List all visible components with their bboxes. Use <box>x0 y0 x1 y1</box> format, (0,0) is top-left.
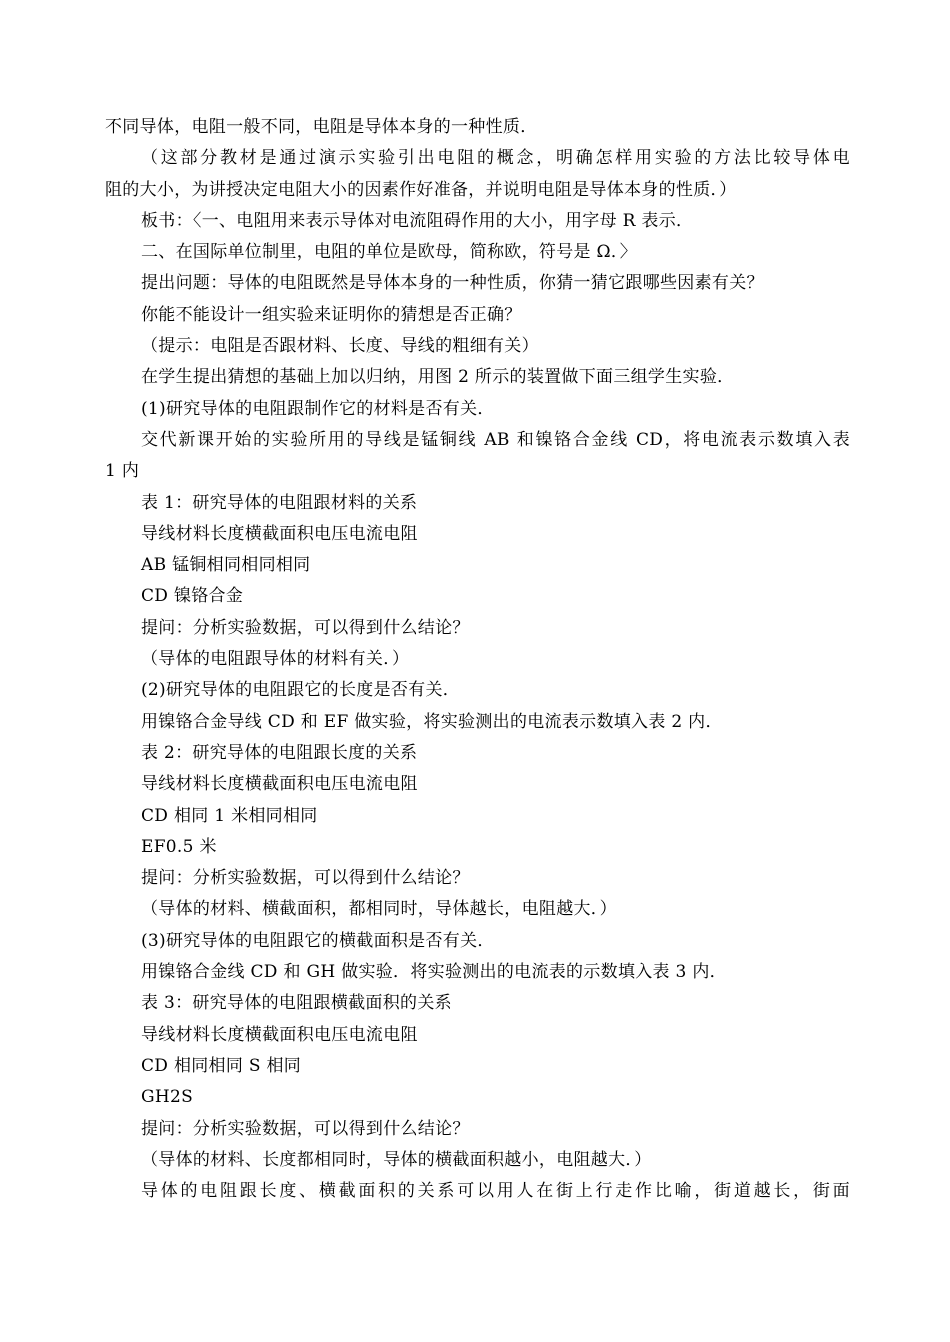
text-line: 提问：分析实验数据，可以得到什么结论？ <box>141 1118 470 1139</box>
text-line: （导体的材料、长度都相同时，导体的横截面积越小，电阻越大．） <box>141 1149 652 1170</box>
text-line: EF0.5 米 <box>141 836 217 857</box>
text-line: (2)研究导体的电阻跟它的长度是否有关． <box>141 680 461 701</box>
text-line: 用镍铬合金线 CD 和 GH 做实验．将实验测出的电流表的示数填入表 3 内． <box>141 962 727 983</box>
text-line: （提示：电阻是否跟材料、长度、导线的粗细有关） <box>141 336 539 357</box>
text-line: 板书：〈一、电阻用来表示导体对电流阻碍作用的大小，用字母 R 表示． <box>141 210 694 231</box>
text-line: （这部分教材是通过演示实验引出电阻的概念，明确怎样用实验的方法比较导体电 <box>141 148 850 169</box>
text-line: 导线材料长度横截面积电压电流电阻 <box>141 1024 418 1045</box>
text-line: 提问：分析实验数据，可以得到什么结论？ <box>141 868 470 889</box>
text-line: GH2S <box>141 1087 194 1108</box>
text-line: （导体的材料、横截面积，都相同时，导体越长，电阻越大．） <box>141 899 617 920</box>
text-line: （导体的电阻跟导体的材料有关．） <box>141 649 410 670</box>
text-line: 1 内 <box>105 461 140 482</box>
text-line: 不同导体，电阻一般不同，电阻是导体本身的一种性质． <box>105 117 538 137</box>
text-line: 导线材料长度横截面积电压电流电阻 <box>141 523 418 544</box>
text-line: CD 镍铬合金 <box>141 586 244 607</box>
text-line: 提出问题：导体的电阻既然是导体本身的一种性质，你猜一猜它跟哪些因素有关？ <box>141 273 764 294</box>
text-line: 阻的大小，为讲授决定电阻大小的因素作好准备，并说明电阻是导体本身的性质．） <box>105 179 737 200</box>
text-line: 导线材料长度横截面积电压电流电阻 <box>141 774 418 795</box>
text-line: 导体的电阻跟长度、横截面积的关系可以用人在街上行走作比喻，街道越长，街面 <box>141 1181 850 1202</box>
text-line: 交代新课开始的实验所用的导线是锰铜线 AB 和镍铬合金线 CD，将电流表示数填入表 <box>141 429 850 450</box>
text-line: 用镍铬合金导线 CD 和 EF 做实验，将实验测出的电流表示数填入表 2 内． <box>141 711 723 732</box>
text-line: 你能不能设计一组实验来证明你的猜想是否正确？ <box>141 304 522 325</box>
table-caption: 表 2：研究导体的电阻跟长度的关系 <box>141 742 418 763</box>
table-caption: 表 3：研究导体的电阻跟横截面积的关系 <box>141 993 452 1014</box>
text-line: (1)研究导体的电阻跟制作它的材料是否有关． <box>141 398 495 419</box>
text-line: 二、在国际单位制里，电阻的单位是欧母，简称欧，符号是 Ω．〉 <box>141 242 637 263</box>
text-line: CD 相同 1 米相同相同 <box>141 805 318 826</box>
text-line: AB 锰铜相同相同相同 <box>141 555 311 576</box>
table-caption: 表 1：研究导体的电阻跟材料的关系 <box>141 492 418 513</box>
text-line: 提问：分析实验数据，可以得到什么结论？ <box>141 617 470 638</box>
document-page <box>105 112 850 1207</box>
text-line: 在学生提出猜想的基础上加以归纳，用图 2 所示的装置做下面三组学生实验． <box>141 367 735 388</box>
text-line: (3)研究导体的电阻跟它的横截面积是否有关． <box>141 930 495 951</box>
text-line: CD 相同相同 S 相同 <box>141 1055 302 1076</box>
